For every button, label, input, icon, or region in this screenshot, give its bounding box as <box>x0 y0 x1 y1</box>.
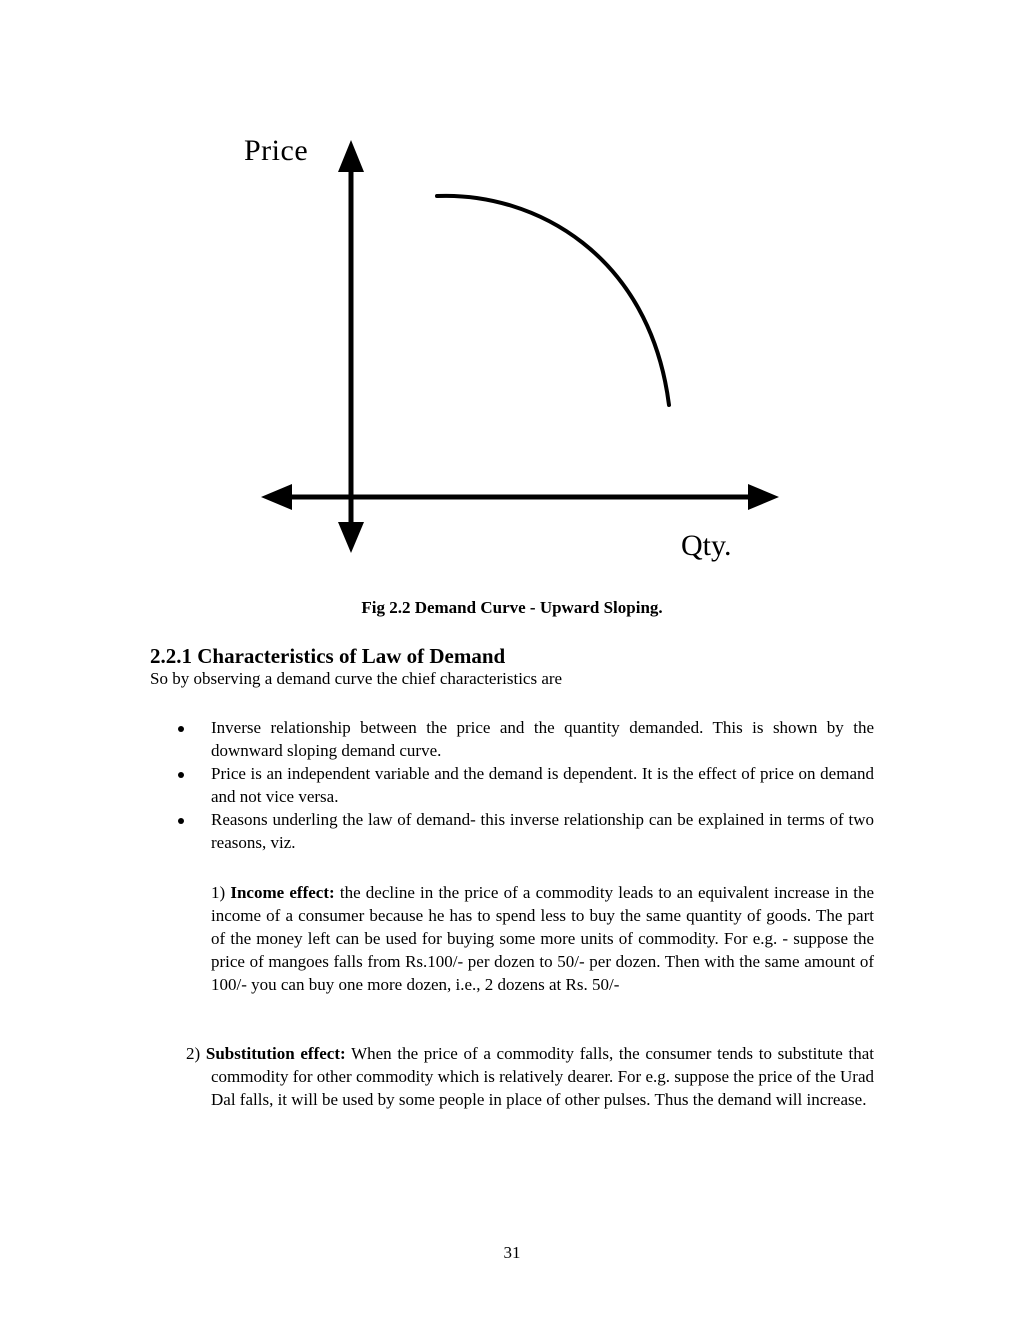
substitution-effect-body <box>186 1042 874 1111</box>
quantity-axis-left-arrow <box>261 484 292 510</box>
quantity-axis-label: Qty. <box>681 529 732 562</box>
substitution-effect-text: When the price of a commodity falls, the consumer tends to substitute that commodity for other commodity which is relatively dearer. For e.g. suppose the price of the Urad Dal falls, it will be used by some people in place of other pulses. Thus the demand will increase. <box>211 1044 874 1109</box>
figure-caption: Fig 2.2 Demand Curve - Upward Sloping. <box>361 598 663 617</box>
quantity-axis-right-arrow <box>748 484 779 510</box>
demand-curve <box>437 196 669 405</box>
list-item <box>178 762 874 808</box>
income-effect-text: the decline in the price of a commodity leads to an equivalent increase in the income of a consumer because he has to spend less to buy the same quantity of goods. The part of the money left can be used for buying some more units of commodity. For e.g. - suppose the price of mangoes falls from Rs.100/- per dozen to 50/- per dozen. Then with the same amount of 100/- you can buy one more dozen, i.e., 2 dozens at Rs. 50/- <box>211 883 875 994</box>
demand-curve-diagram <box>0 0 1024 600</box>
page-number: 31 <box>503 1243 521 1262</box>
bullet-icon <box>178 726 184 732</box>
characteristics-list <box>178 716 874 854</box>
substitution-effect-number: 2) <box>186 1044 201 1063</box>
income-effect-title: Income effect: <box>230 883 335 902</box>
substitution-effect-paragraph <box>186 1042 874 1111</box>
list-item-text: Inverse relationship between the price and the quantity demanded. This is shown by the downward sloping demand curve. <box>211 718 874 760</box>
demand-curve-figure <box>0 0 1024 600</box>
substitution-effect-title: Substitution effect: <box>205 1044 346 1063</box>
section-heading: 2.2.1 Characteristics of Law of Demand <box>150 644 506 668</box>
list-item-text: Price is an independent variable and the demand is dependent. It is the effect of price on demand and not vice versa. <box>211 764 874 806</box>
price-axis-up-arrow <box>338 140 364 172</box>
price-axis-label: Price <box>244 134 309 167</box>
price-axis-down-arrow <box>338 522 364 553</box>
section-intro: So by observing a demand curve the chief characteristics are <box>150 669 563 688</box>
list-item <box>178 716 874 762</box>
income-effect-number: 1) <box>211 883 226 902</box>
income-effect-paragraph <box>211 881 874 996</box>
bullet-icon <box>178 772 184 778</box>
list-item-text: Reasons underling the law of demand- this inverse relationship can be explained in terms of two reasons, viz. <box>211 810 874 852</box>
bullet-icon <box>178 818 184 824</box>
list-item <box>178 808 874 854</box>
